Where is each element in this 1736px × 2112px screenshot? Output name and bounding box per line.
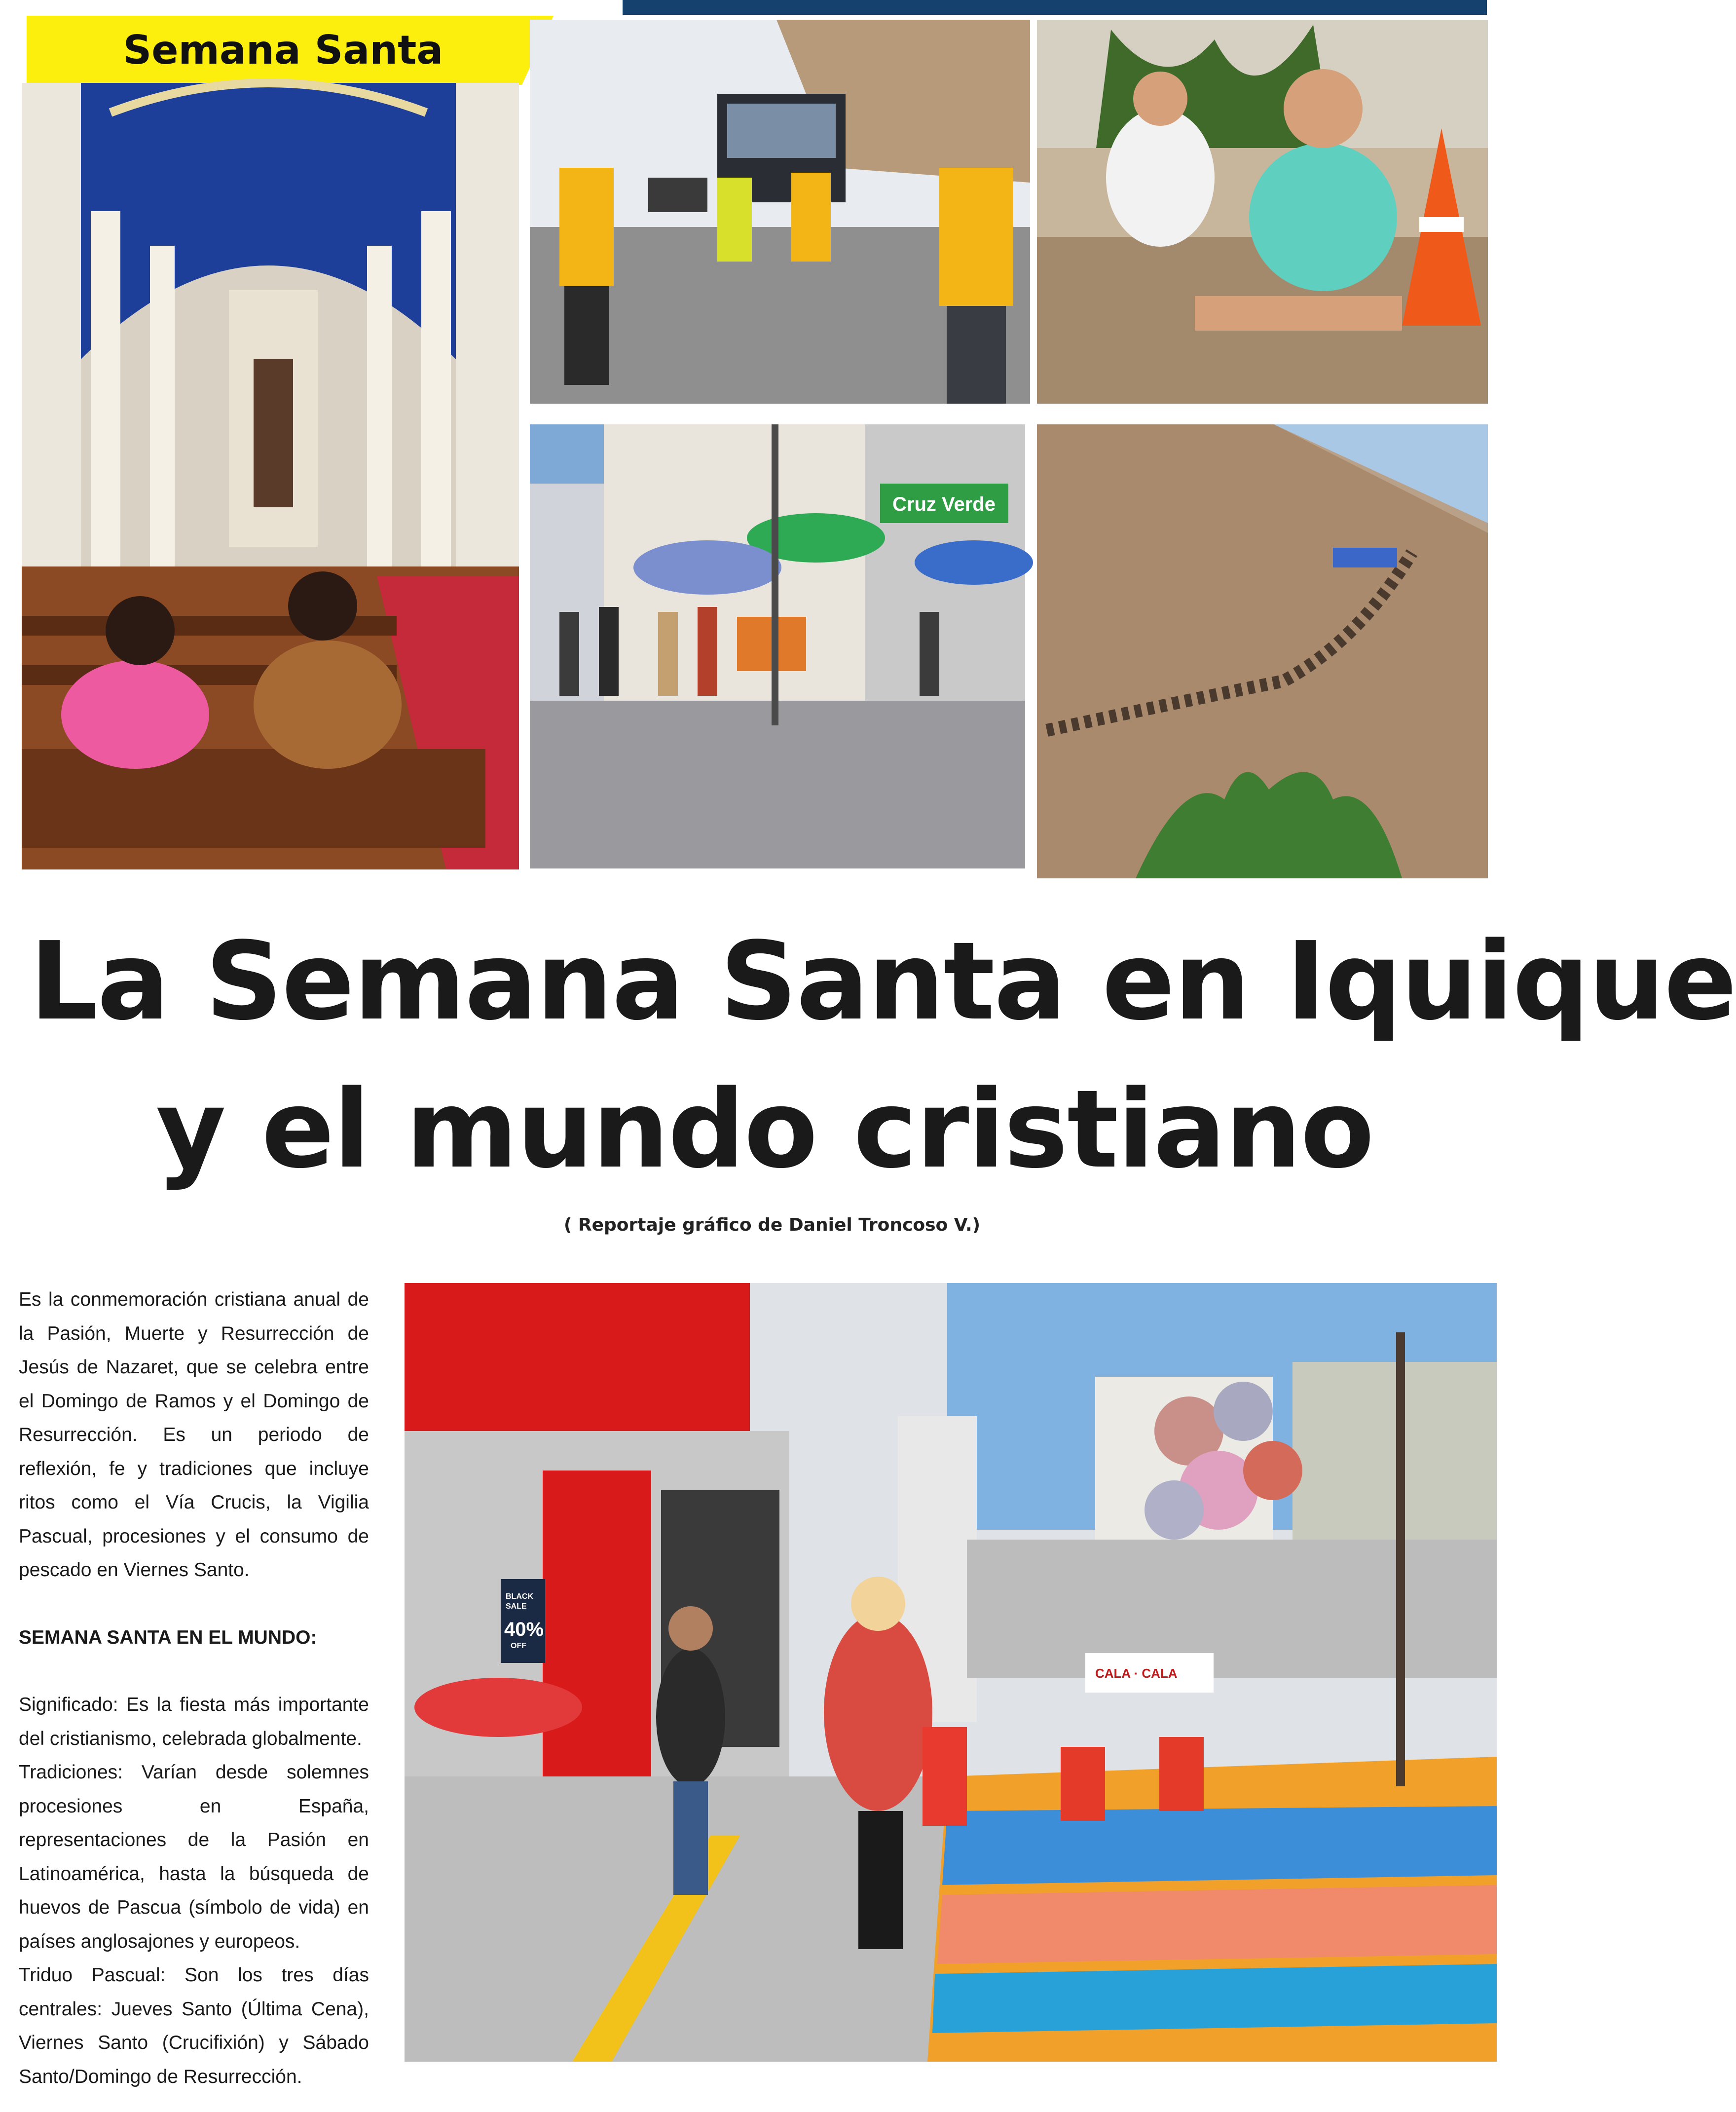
article-triduo: Triduo Pascual: Son los tres días centrales: Jueves Santo (Última Cena), Viernes Santo (Crucifixión) y Sábado Santo/Domingo de Resurrección. [19, 1964, 369, 2087]
section-label: Semana Santa [123, 27, 443, 73]
pilgrims-resting-photo [1037, 20, 1488, 404]
headline-line-1: La Semana Santa en Iquique [30, 919, 1736, 1044]
photo-credit: ( Reportaje gráfico de Daniel Troncoso V.) [563, 1215, 981, 1235]
cruz-verde-sign: Cruz Verde [892, 493, 996, 515]
article-body [19, 1283, 369, 2094]
headline-line-2: y el mundo cristiano [156, 1067, 1373, 1192]
article-subheading: SEMANA SANTA EN EL MUNDO: [19, 1626, 317, 1648]
sale-sign-off: OFF [511, 1642, 526, 1650]
article-tradiciones: Tradiciones: Varían desde solemnes procesiones en España, representaciones de la Pasión en Latinoamérica, hasta la búsqueda de huevos de Pascua (símbolo de vida) en países anglosajones y europeos. [19, 1762, 369, 1952]
headline [30, 908, 1736, 1204]
header-bar [623, 0, 1487, 15]
sale-sign-line-1: BLACK [506, 1592, 533, 1601]
stall-sign: CALA · CALA [1095, 1666, 1178, 1681]
article-intro: Es la conmemoración cristiana anual de la Pasión, Muerte y Resurrección de Jesús de Nazaret, que se celebra entre el Domingo de Ramos y el Domingo de Resurrección. Es un periodo de reflexión, fe y tradiciones que incluye ritos como el Vía Crucis, la Vigilia Pascual, procesiones y el consumo de pescado en Viernes Santo. [19, 1289, 369, 1581]
street-market-photo [530, 424, 1025, 868]
pilgrims-hill-photo [1037, 424, 1488, 878]
cathedral-interior-photo [22, 83, 519, 869]
sale-sign-percent: 40% [504, 1619, 544, 1640]
article-significado: Significado: Es la fiesta más importante del cristianismo, celebrada globalmente. [19, 1694, 369, 1749]
sale-sign-line-2: SALE [506, 1602, 527, 1611]
traffic-control-photo [530, 20, 1030, 404]
downtown-street-photo [405, 1283, 1497, 2062]
